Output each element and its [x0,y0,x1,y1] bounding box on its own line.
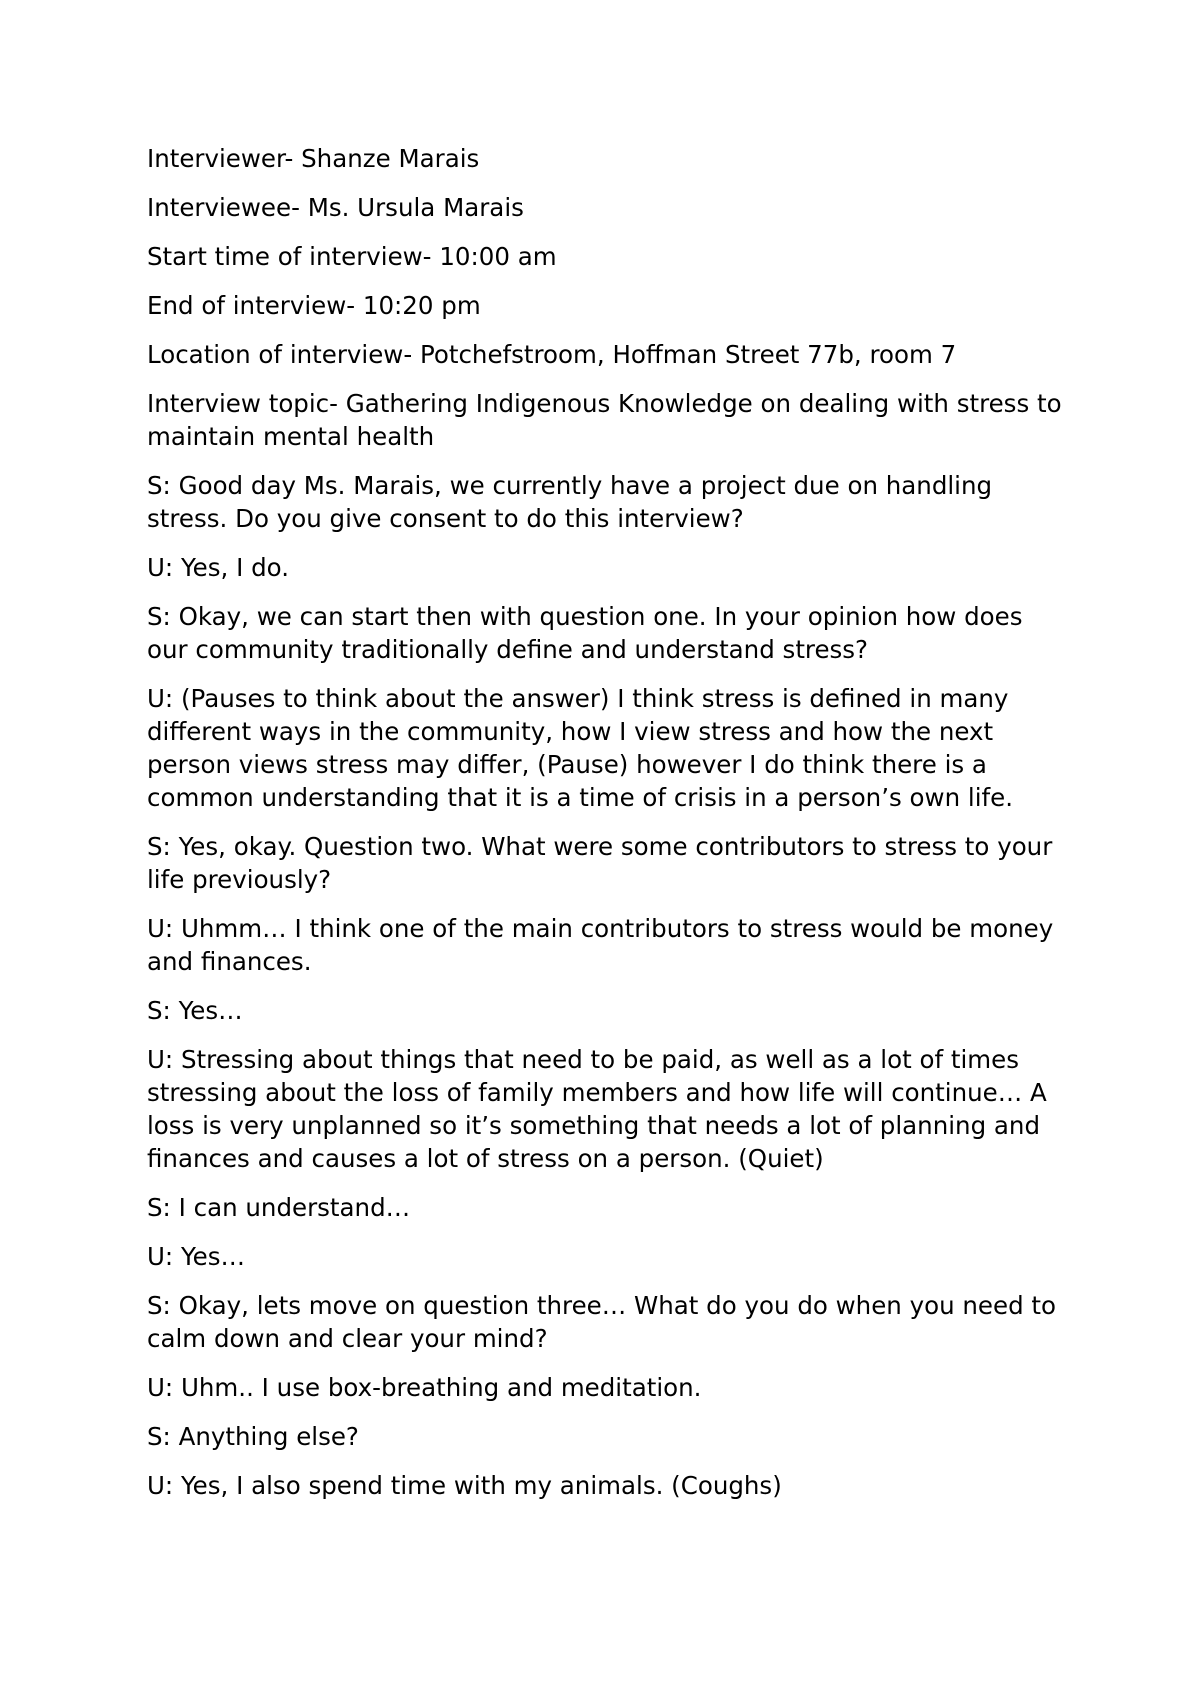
transcript-paragraph: S: Yes, okay. Question two. What were some contributors to stress to your life previously? [147,832,1053,894]
transcript-paragraph: S: Good day Ms. Marais, we currently have a project due on handling stress. Do you give consent to do this interview? [147,471,993,533]
transcript-paragraph: U: Stressing about things that need to be paid, as well as a lot of times stressing about the loss of family members and how life will continue… A loss is very unplanned so it’s something that needs a lot of planning and finances and causes a lot of stress on a person. (Quiet) [147,1045,1047,1173]
transcript-paragraph: U: Uhmm… I think one of the main contributors to stress would be money and finances. [147,914,1054,976]
end-time-line: End of interview- 10:20 pm [147,291,481,320]
transcript-paragraph: U: (Pauses to think about the answer) I think stress is defined in many different ways in the community, how I view stress and how the next person views stress may differ, (Pause) however I do think there is a common understanding that it is a time of crisis in a person’s own life. [147,684,1013,812]
transcript-paragraph: U: Yes, I do. [147,553,290,582]
document-page [147,142,1067,1518]
transcript-paragraph: S: Okay, we can start then with question one. In your opinion how does our community traditionally define and understand stress? [147,602,1023,664]
transcript-paragraph: U: Yes, I also spend time with my animals. (Coughs) [147,1471,782,1500]
transcript-paragraph: S: Yes… [147,996,243,1025]
transcript-paragraph: U: Uhm.. I use box-breathing and meditation. [147,1373,702,1402]
interviewer-line: Interviewer- Shanze Marais [147,144,480,173]
topic-line: Interview topic- Gathering Indigenous Knowledge on dealing with stress to maintain mental health [147,389,1062,451]
transcript-paragraph: S: I can understand… [147,1193,411,1222]
transcript-paragraph: U: Yes… [147,1242,246,1271]
location-line: Location of interview- Potchefstroom, Hoffman Street 77b, room 7 [147,340,957,369]
interviewee-line: Interviewee- Ms. Ursula Marais [147,193,524,222]
transcript-paragraph: S: Okay, lets move on question three… What do you do when you need to calm down and clear your mind? [147,1291,1057,1353]
start-time-line: Start time of interview- 10:00 am [147,242,557,271]
transcript-paragraph: S: Anything else? [147,1422,359,1451]
